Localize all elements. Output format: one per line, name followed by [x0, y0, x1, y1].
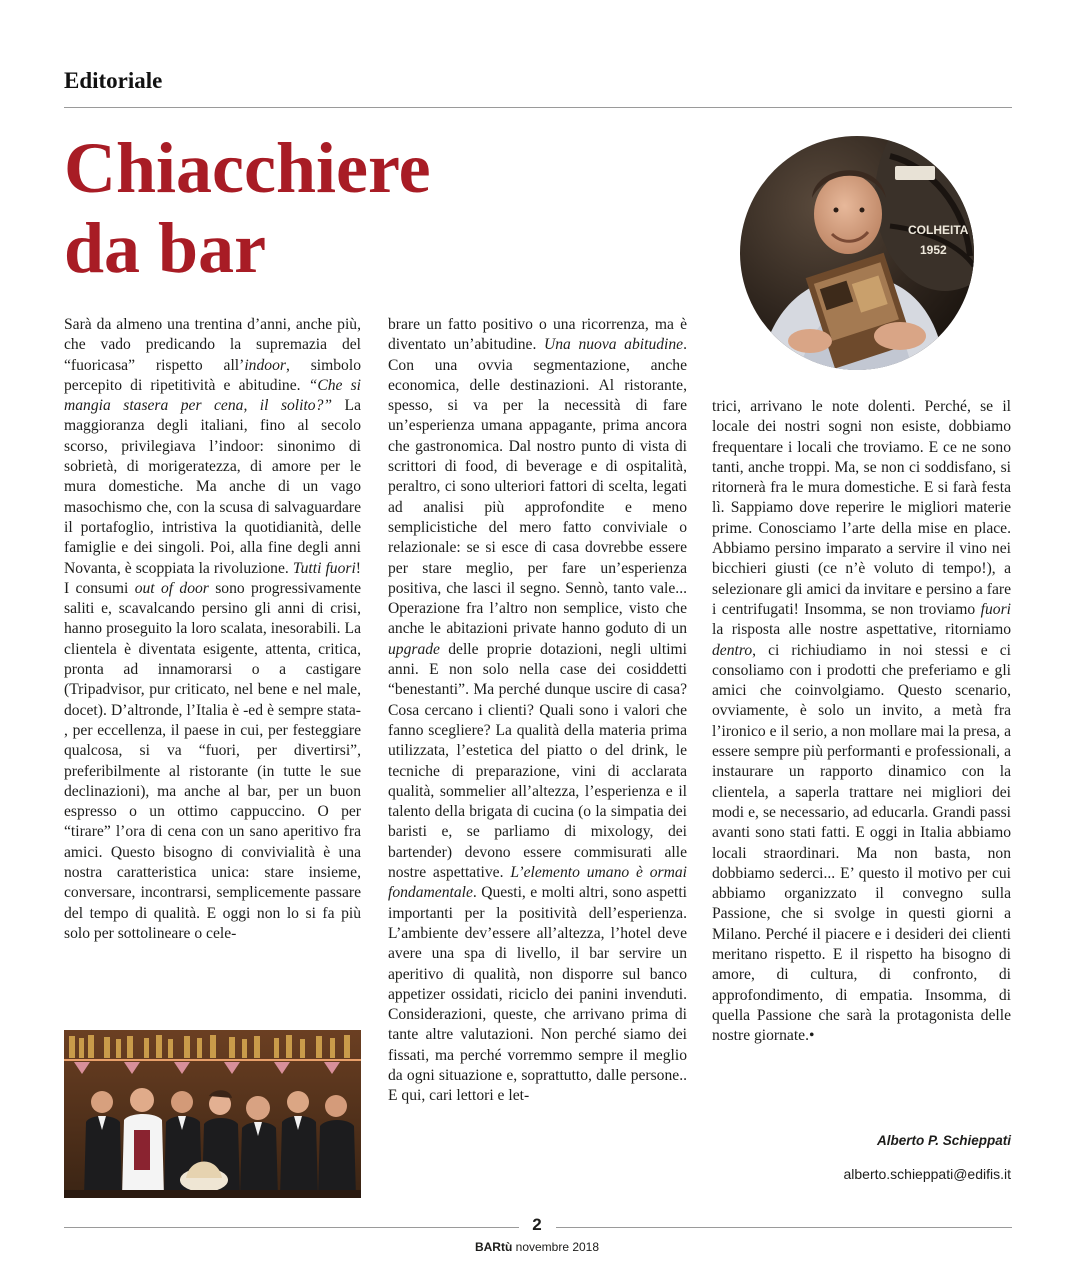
article-paragraph: brare un fatto positivo o una ricorrenza, ma è diventato un’abitudine. Una nuova abitudine. Con una ovvia segmentazione, anche economica, delle destinazioni. Al ristorante, spesso, si va per la necessità di fare un’esperienza umana appagante, prima ancora che gastronomica. Dal nostro punto di vista di scrittori di food, di beverage e di ospitalità, peraltro, ci sono ulteriori fattori di scelta, legati ad analisi più approfondite e meno semplicistiche del mero fatto conviviale o relazionale: se si esce di casa dovrebbe essere per stare meglio, per fare un’esperienza positiva, che lasci il segno. Sennò, tanto vale... Operazione fra l’altro non semplice, visto che anche le abitazioni private hanno goduto di un upgrade delle proprie dotazioni, negli ultimi anni. E non solo nella case dei cosiddetti “benestanti”. Ma perché dunque uscire di casa? Cosa cercano i clienti? Quali sono i valori che fanno scegliere? La qualità della materia prima utilizzata, l’estetica del piatto o del drink, le tecniche di preparazione, vini di acclarata qualità, sommelier all’altezza, l’esperienza e il talento della brigata di cucina (o la simpatia dei baristi e, se parliamo di mixology, dei bartender) devono essere commisurati alle nostre aspettative. L’elemento umano è ormai fondamentale. Questi, e molti altri, sono aspetti importanti per la positività dell’esperienza. L’ambiente dev’essere all’altezza, l’hotel deve avere una spa di livello, il bar servire un aperitivo di qualità, non disporre sul banco appetizer ossidati, riciclo dei panini invenduti. Considerazioni, queste, che arrivano prima di tante altre valutazioni. Non perché siamo dei fissati, ma perché vorremmo sempre il meglio da ogni situazione e, soprattutto, dalle persone.. E qui, cari lettori e let- [388, 316, 687, 1105]
article-column-3 [712, 397, 1011, 1047]
staff-photo-illustration [64, 1030, 361, 1198]
article-paragraph: Sarà da almeno una trentina d’anni, anche più, che vado predicando la supremazia del “fuoricasa” rispetto all’indoor, simbolo percepito di ripetitività e abitudine. “Che si mangia stasera per cena, il solito?” La maggioranza degli italiani, fino al secolo scorso, privilegiava l’indoor: sinonimo di sobrietà, di morigeratezza, di amore per le mura domestiche. Ma anche di un vago masochismo che, con la scusa di salvaguardare il portafoglio, intristiva la quotidianità, delle famiglie e dei singoli. Poi, alla fine degli anni Novanta, è scoppiata la rivoluzione. Tutti fuori! I consumi out of door sono progressivamente saliti e, scavalcando persino gli anni di crisi, hanno proseguito la loro scalata, inesorabili. La clientela è diventata esigente, attenta, critica, pronta ad innamorarsi o a castigare (Tripadvisor, pur criticato, nel bene e nel male, docet). D’altronde, l’Italia è -ed è sempre stata- , per eccellenza, il paese in cui, per festeggiare qualcosa, si va “fuori, per divertirsi”, preferibilmente al ristorante (in tutte le sue declinazioni), ma anche al bar, per un buon espresso o un ottimo cappuccino. O per “tirare” l’ora di cena con un sano aperitivo fra amici. Questo bisogno di convivialità è una nostra caratteristica unica: stare insieme, conversare, incontrarsi, semplicemente passare del tempo di qualità. E oggi non lo si fa più solo per sottolineare o cele- [64, 316, 362, 942]
article-column-1 [64, 315, 361, 944]
article-paragraph: trici, arrivano le note dolenti. Perché, se il locale dei nostri sogni non esiste, dobbiamo frequentare i locali che troviamo. E ce ne sono tanti, anche troppi. Ma, se non ci soddisfano, si ritornerà fra le mura domestiche. E si farà festa lì. Sappiamo dove reperire le migliori materie prime. Conosciamo l’arte della mise en place. Abbiamo persino imparato a servire il vino nei bicchieri giusti (ce n’è voluto di tempo!), a selezionare gli amici da invitare e persino a fare i centrifugati! Insomma, se non troviamo fuori la risposta alle nostre aspettative, ritorniamo dentro, ci richiudiamo in noi stessi e ci consoliamo con i prodotti che preferiamo e gli amici che coinvolgiamo. Questo scenario, ovviamente, è solo un invito, a metà fra l’ironico e il serio, a non mollare mai la presa, a essere sempre più performanti e professionali, a instaurare un rapporto dinamico con la clientela, a saperla trattare nei migliori dei modi e, se necessario, ad educarla. Grandi passi avanti sono stati fatti. E oggi in Italia abbiamo locali straordinari. Ma non basta, non dobbiamo sederci... E’ questo il motivo per cui abbiamo organizzato il convegno sulla Passione, che si svolge in questi giorni a Milano. Perché il piacere e i desideri dei clienti meritano rispetto. E il rispetto ha bisogno di amore, di cultura, di confronto, di approfondimento, di empatia. Insomma, di quella Passione che sarà la protagonista delle nostre giornate.• [712, 398, 1011, 1045]
page-title [64, 128, 431, 288]
bar-staff-photo [64, 1030, 361, 1198]
section-label: Editoriale [64, 68, 163, 93]
author-signature: Alberto P. Schieppati [876, 1133, 1011, 1148]
portrait-illustration [740, 136, 974, 370]
issue-date: novembre 2018 [515, 1240, 600, 1254]
footer-divider-right [556, 1227, 1012, 1228]
footer-magazine [437, 1240, 637, 1254]
footer-divider-left [64, 1227, 519, 1228]
title-line-1: Chiacchiere [64, 128, 431, 208]
barrel-text-1: COLHEITA [908, 223, 969, 237]
title-line-2: da bar [64, 208, 267, 288]
barrel-text-2: 1952 [920, 243, 947, 257]
author-portrait [740, 136, 974, 370]
top-divider [64, 107, 1012, 108]
author-email[interactable]: alberto.schieppati@edifis.it [843, 1166, 1011, 1182]
page-number: 2 [532, 1215, 542, 1234]
magazine-name: BARtù [474, 1240, 513, 1254]
article-column-2 [388, 315, 687, 1107]
